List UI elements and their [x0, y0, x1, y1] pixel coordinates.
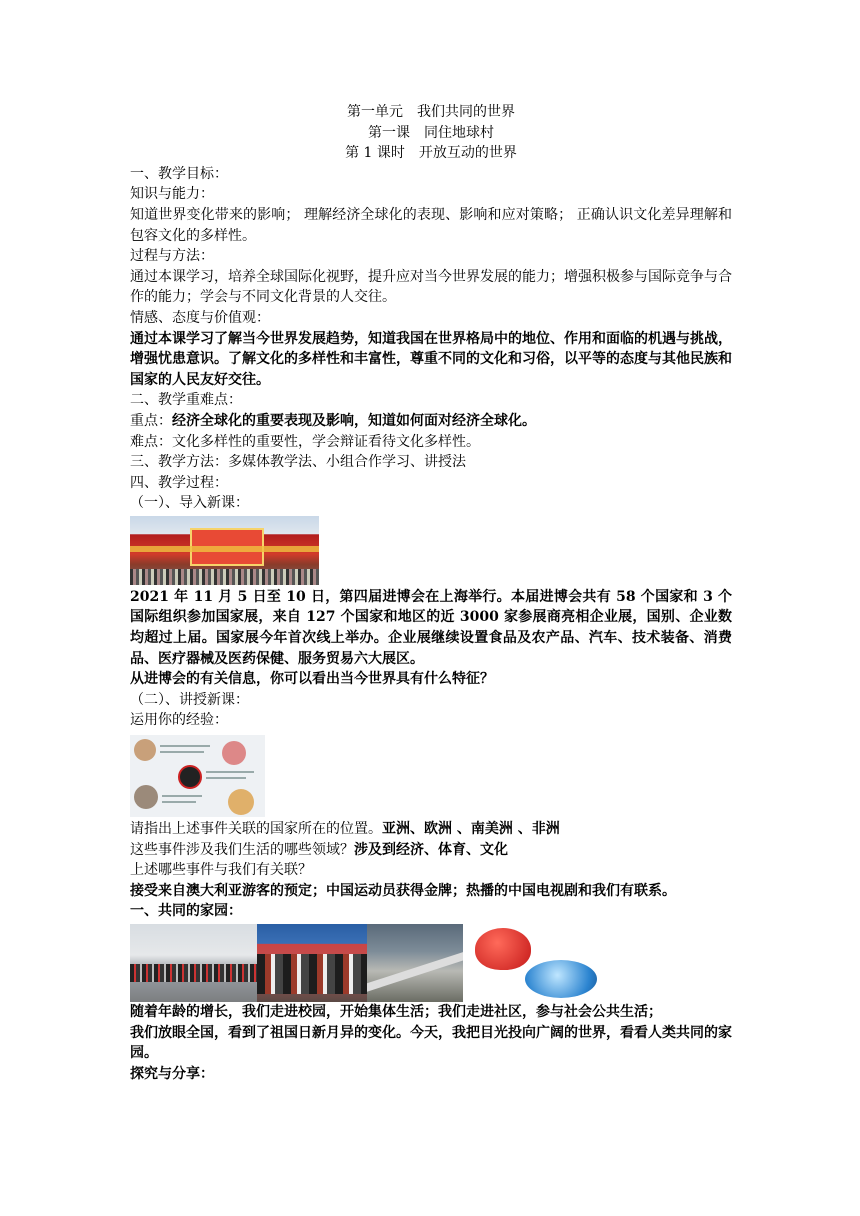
unit-title: 第一单元 我们共同的世界 — [347, 104, 515, 120]
school-photo — [130, 924, 257, 1002]
lesson-title: 第一课 同住地球村 — [368, 124, 494, 141]
explore-share-heading: 探究与分享： — [130, 1065, 214, 1082]
common-home-paragraph-1: 随着年龄的增长，我们走进校园，开始集体生活；我们走进社区，参与社会公共生活； — [130, 1004, 662, 1020]
teaching-heading: （二）、讲授新课： — [130, 691, 249, 708]
expo-question: 从进博会的有关信息，你可以看出当今世界具有什么特征？ — [130, 671, 494, 688]
question-relation: 上述哪些事件与我们有关联？ — [130, 862, 312, 879]
difficult-point: 难点：文化多样性的重要性，学会辩证看待文化多样性。 — [130, 433, 480, 450]
common-home-paragraph-2: 我们放眼全国，看到了祖国日新月异的变化。今天，我把目光投向广阔的世界，看看人类共同的家园。 — [130, 1024, 732, 1062]
common-home-heading: 一、共同的家园： — [130, 903, 242, 920]
globe-balloon-photo — [463, 924, 604, 1002]
knowledge-heading: 知识与能力： — [130, 186, 214, 203]
answer-relation: 接受来自澳大利亚游客的预定；中国运动员获得金牌；热播的中国电视剧和我们有联系。 — [130, 882, 676, 899]
emotion-heading: 情感、态度与价值观： — [130, 309, 270, 326]
expo-photo — [130, 516, 319, 585]
section-heading-methods: 三、教学方法：多媒体教学法、小组合作学习、讲授法 — [130, 454, 466, 471]
section-heading-key-points: 二、教学重难点： — [130, 392, 242, 409]
process-heading: 过程与方法： — [130, 248, 214, 265]
experience-heading: 运用你的经验： — [130, 712, 228, 729]
process-body: 通过本课学习，培养全球国际化视野，提升应对当今世界发展的能力；增强积极参与国际竞争与合作的能力；学会与不同文化背景的人交往。 — [130, 268, 732, 306]
community-photo — [257, 924, 367, 1002]
emotion-body: 通过本课学习了解当今世界发展趋势，知道我国在世界格局中的地位、作用和面临的机遇与挑战，增强忧患意识。了解文化的多样性和丰富性，尊重不同的文化和习俗，以平等的态度与其他民族和国家的人民友好交往。 — [130, 330, 732, 388]
common-home-photos — [130, 924, 732, 1002]
intro-heading: （一）、导入新课： — [130, 495, 249, 512]
city-photo — [367, 924, 463, 1002]
section-heading-objectives: 一、教学目标： — [130, 165, 228, 182]
question-location: 请指出上述事件关联的国家所在的位置。亚洲、欧洲 、南美洲 、非洲 — [130, 821, 560, 838]
knowledge-body: 知道世界变化带来的影响； 理解经济全球化的表现、影响和应对策略； 正确认识文化差异理解和包容文化的多样性。 — [130, 206, 732, 244]
period-title: 第 1 课时 开放互动的世界 — [345, 145, 517, 162]
key-point: 重点：经济全球化的重要表现及影响，知道如何面对经济全球化。 — [130, 412, 536, 429]
question-fields: 这些事件涉及我们生活的哪些领域？涉及到经济、体育、文化 — [130, 841, 508, 858]
expo-paragraph: 2021 年 11 月 5 日至 10 日，第四届进博会在上海举行。本届进博会共有 58 个国家和 3 个国际组织参加国家展，来自 127 个国家和地区的近 3000 家参展商亮相企业展，国别、企业数均超过上届。国家展今年首次线上举办。企业展继续设置食品及农产品、汽车、技术装备、消费品、医疗器械及医药保健、服务贸易六大展区。 — [130, 588, 732, 667]
lesson-plan-page — [130, 102, 732, 1084]
section-heading-process: 四、教学过程： — [130, 474, 228, 491]
events-illustration — [130, 735, 265, 817]
